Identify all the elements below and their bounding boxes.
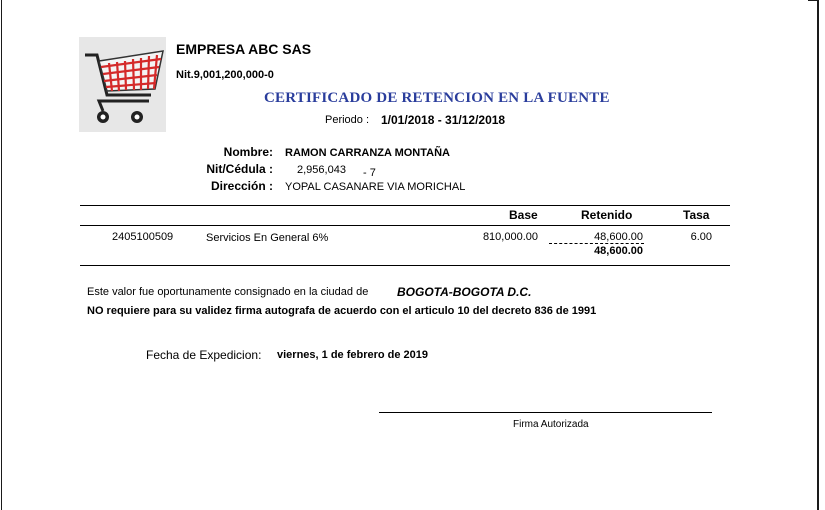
name-label: Nombre: [223,145,273,159]
page-left-border [1,0,2,510]
page-top-corner-border [808,0,818,1]
total-separator [549,243,644,244]
certificate-title: CERTIFICADO DE RETENCION EN LA FUENTE [264,90,610,106]
page-right-border [817,0,819,510]
header-tasa: Tasa [683,208,710,222]
signature-line [379,412,712,413]
period-label: Periodo : [325,114,370,126]
id-value: 2,956,043 [297,164,346,176]
row-tasa: 6.00 [690,231,712,243]
row-concept: Servicios En General 6% [206,232,329,244]
row-account: 2405100509 [112,231,174,243]
id-check-digit: - 7 [363,167,376,179]
signature-requirement-note: NO requiere para su validez firma autografa de acuerdo con el articulo 10 del decreto 836 de 1991 [87,305,597,317]
name-value: RAMON CARRANZA MONTAÑA [285,147,450,159]
row-retenido: 48,600.00 [594,231,643,243]
city-note: Este valor fue oportunamente consignado en la ciudad de [87,286,369,298]
period-value: 1/01/2018 - 31/12/2018 [381,113,506,127]
row-base: 810,000.00 [482,231,538,243]
company-name: EMPRESA ABC SAS [176,41,312,57]
address-value: YOPAL CASANARE VIA MORICHAL [285,181,466,193]
address-label: Dirección : [210,179,273,193]
header-retenido: Retenido [581,208,633,222]
header-base: Base [509,208,538,222]
table-bottom-rule [80,265,730,266]
city-value: BOGOTA-BOGOTA D.C. [397,285,532,299]
issue-date-value: viernes, 1 de febrero de 2019 [277,349,429,361]
signature-label: Firma Autorizada [513,419,589,430]
company-nit: Nit.9,001,200,000-0 [176,69,274,81]
issue-date-label: Fecha de Expedicion: [146,348,262,362]
table-top-rule [80,205,730,206]
table-header-rule [80,225,730,226]
company-logo [79,37,166,132]
total-retenido: 48,600.00 [594,245,643,257]
id-label: Nit/Cédula : [206,162,273,176]
shopping-cart-icon [79,37,166,132]
